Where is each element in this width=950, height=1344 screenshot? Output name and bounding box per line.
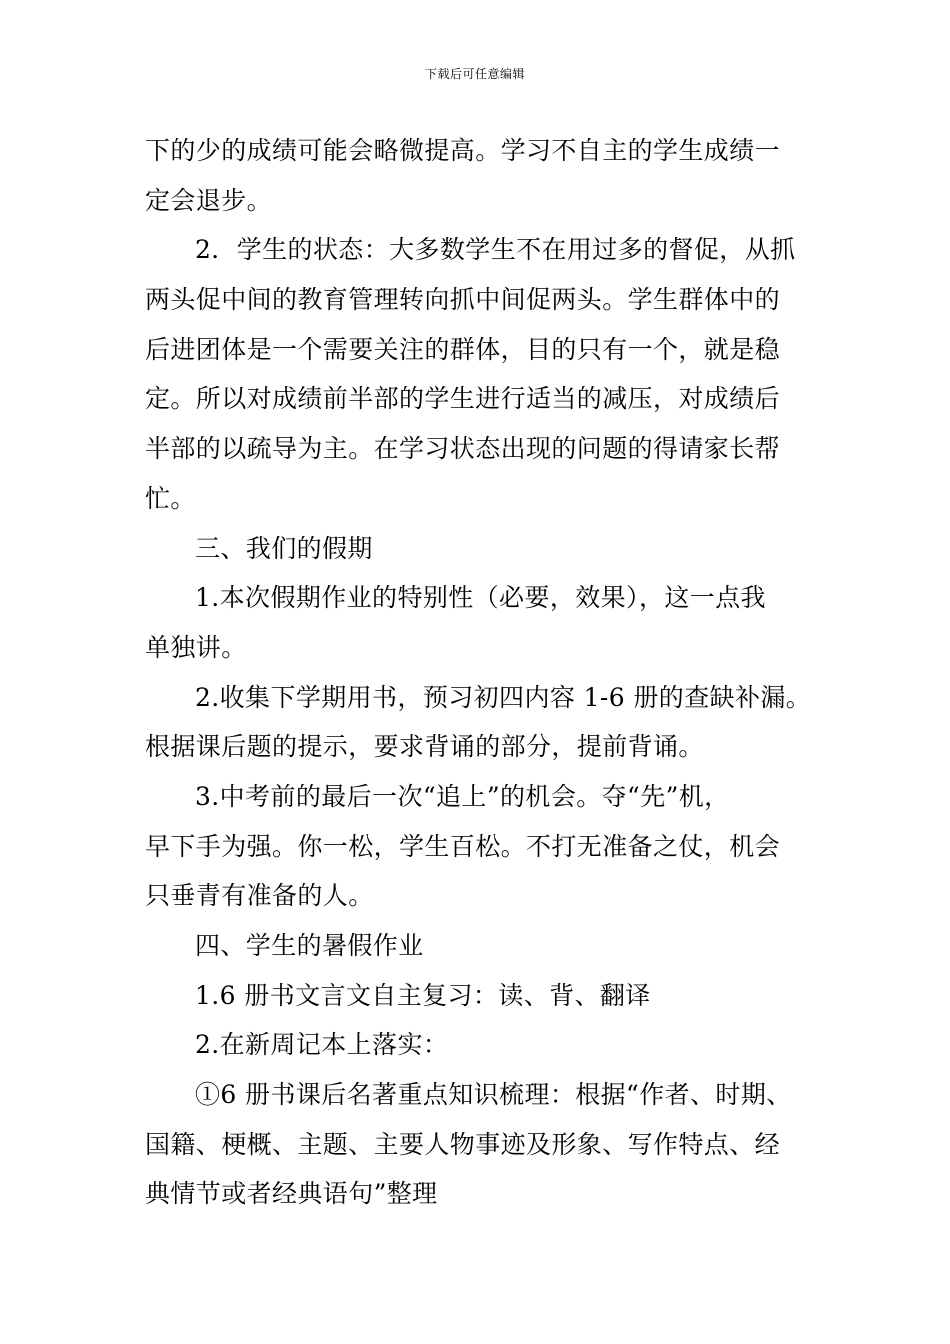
text-line: 忙。 xyxy=(145,483,196,513)
text-line: 半部的以疏导为主。在学习状态出现的问题的得请家长帮 xyxy=(145,434,781,464)
text-line: 早下手为强。你一松，学生百松。不打无准备之仗，机会 xyxy=(145,831,781,861)
paragraph-start: 1.6 册书文言文自主复习：读、背、翻译 xyxy=(195,980,651,1010)
text-line: 定。所以对成绩前半部的学生进行适当的减压，对成绩后 xyxy=(145,384,781,414)
text-line: 国籍、梗概、主题、主要人物事迹及形象、写作特点、经 xyxy=(145,1129,781,1159)
text-line: 两头促中间的教育管理转向抓中间促两头。学生群体中的 xyxy=(145,285,781,315)
paragraph-start: 1.本次假期作业的特别性（必要，效果），这一点我 xyxy=(195,583,766,613)
paragraph-start: 3.中考前的最后一次“追上”的机会。夺“先”机， xyxy=(195,781,730,811)
section-heading: 四、学生的暑假作业 xyxy=(195,931,424,960)
paragraph-start: ①6 册书课后名著重点知识梳理：根据“作者、时期、 xyxy=(195,1080,792,1110)
text-line: 单独讲。 xyxy=(145,632,247,662)
page-header: 下载后可任意编辑 xyxy=(424,67,525,81)
paragraph-start: 2．学生的状态：大多数学生不在用过多的督促，从抓 xyxy=(195,235,796,265)
paragraph-start: 2.在新周记本上落实： xyxy=(195,1030,449,1060)
document-body xyxy=(145,126,812,1219)
text-line: 定会退步。 xyxy=(145,185,273,215)
text-line: 只垂青有准备的人。 xyxy=(145,881,374,911)
text-line: 下的少的成绩可能会略微提高。学习不自主的学生成绩一 xyxy=(145,136,781,165)
text-line: 根据课后题的提示，要求背诵的部分，提前背诵。 xyxy=(145,732,704,762)
paragraph-start: 2.收集下学期用书，预习初四内容 1-6 册的查缺补漏。 xyxy=(195,682,812,712)
text-line: 典情节或者经典语句”整理 xyxy=(145,1179,438,1209)
section-heading: 三、我们的假期 xyxy=(195,533,373,563)
text-line: 后进团体是一个需要关注的群体，目的只有一个，就是稳 xyxy=(145,334,781,364)
